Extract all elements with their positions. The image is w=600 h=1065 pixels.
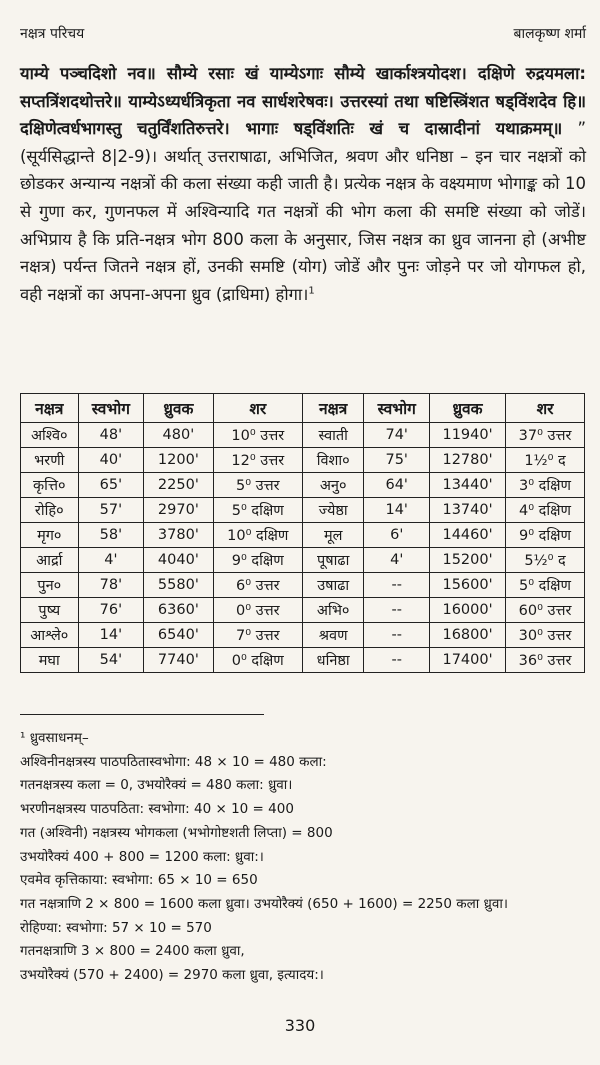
column-header: नक्षत्र (21, 394, 79, 423)
table-cell: आश्ले० (21, 623, 79, 648)
footnote-line: ¹ ध्रुवसाधनम्– (20, 730, 89, 746)
table-cell: पुन० (21, 573, 79, 598)
running-header (20, 24, 586, 43)
table-cell: 2970' (144, 498, 213, 523)
table-cell: 5⁰ दक्षिण (213, 498, 302, 523)
nakshatra-table (20, 393, 585, 673)
table-cell: -- (364, 623, 430, 648)
table-cell: 16000' (430, 598, 506, 623)
table-cell: 15600' (430, 573, 506, 598)
column-header: स्वभोग (78, 394, 144, 423)
table-cell: 16800' (430, 623, 506, 648)
table-cell: 13440' (430, 473, 506, 498)
table-cell: 13740' (430, 498, 506, 523)
header-section-title: नक्षत्र परिचय (20, 26, 85, 42)
table-row (21, 573, 585, 598)
column-header: शर (213, 394, 302, 423)
table-cell: 14460' (430, 523, 506, 548)
footnote-line: उभयोरैक्यं (570 + 2400) = 2970 कला ध्रुवा, इत्यादय:। (20, 967, 324, 984)
table-cell: 11940' (430, 423, 506, 448)
table-cell: 76' (78, 598, 144, 623)
table-cell: 7⁰ उत्तर (213, 623, 302, 648)
table-cell: 5⁰ उत्तर (213, 473, 302, 498)
table-cell: 4⁰ दक्षिण (506, 498, 585, 523)
footnotes (20, 727, 590, 988)
table-cell: अनु० (303, 473, 364, 498)
footnote-line: गत (अश्विनी) नक्षत्रस्य भोगकला (भभोगोष्टशती लिप्ता) = 800 (20, 824, 333, 841)
table-cell: विशा० (303, 448, 364, 473)
table-cell: 14' (78, 623, 144, 648)
column-header: शर (506, 394, 585, 423)
table-cell: 4040' (144, 548, 213, 573)
footnote-line: गतनक्षत्रस्य कला = 0, उभयोरैक्यं = 480 कला: ध्रुवा। (20, 777, 293, 794)
hindi-explanation: ” (सूर्यसिद्धान्ते 8|2-9)। अर्थात् उत्तराषाढा, अभिजित, श्रवण और धनिष्ठा – इन चार नक्षत्रों को छोडकर अन्यान्य नक्षत्रों की कला संख्या कही जाती है। प्रत्येक नक्षत्र के वक्ष्यमाण भोगाङ्क को 10 से गुणा कर, गुणनफल में अश्विन्यादि गत नक्षत्रों की भोग कला की समष्टि संख्या को जोडें। अभिप्राय है कि प्रति-नक्षत्र भोग 800 कला के अनुसार, जिस नक्षत्र का ध्रुव जानना हो (अभीष्ट नक्षत्र) पर्यन्त जितने नक्षत्र हों, उनकी समष्टि (योग) जोडें और पुनः जोड़ने पर जो योगफल हो, वही नक्षत्रों का अपना-अपना ध्रुव (द्राधिमा) होगा। (20, 119, 586, 304)
table-cell: आर्द्रा (21, 548, 79, 573)
table-row (21, 548, 585, 573)
table-cell: -- (364, 598, 430, 623)
table-cell: 30⁰ उत्तर (506, 623, 585, 648)
table-cell: श्रवण (303, 623, 364, 648)
table-row (21, 498, 585, 523)
footnote-line: भरणीनक्षत्रस्य पाठपठिता: स्वभोगा: 40 × 10 = 400 (20, 801, 294, 818)
table-row (21, 623, 585, 648)
table-cell: ज्येष्ठा (303, 498, 364, 523)
table-row (21, 473, 585, 498)
table-cell: 4' (364, 548, 430, 573)
sanskrit-verse: याम्ये पञ्चदिशो नव॥ सौम्ये रसाः खं याम्येऽगाः सौम्ये खार्काश्त्रयोदश। दक्षिणे रुद्रयमला: सप्तत्रिंशदथोत्तरे॥ याम्येऽध्यर्धत्रिकृता नव सार्धशरेषवः। उत्तरस्यां तथा षष्टिस्त्रिंशत षड्विंशदेव हि॥ दक्षिणेत्वर्धभागस्तु चतुर्विंशतिरुत्तरे। भागाः षड्विंशतिः खं च दास्रादीनां यथाक्रमम्॥ (20, 64, 586, 139)
table-cell: 4' (78, 548, 144, 573)
table-cell: 6' (364, 523, 430, 548)
table-cell: 75' (364, 448, 430, 473)
table-cell: स्वाती (303, 423, 364, 448)
column-header: ध्रुवक (144, 394, 213, 423)
table-cell: 2250' (144, 473, 213, 498)
table-cell: पूषाढा (303, 548, 364, 573)
table-cell: 36⁰ उत्तर (506, 648, 585, 673)
footnote-line: गत नक्षत्राणि 2 × 800 = 1600 कला ध्रुवा। उभयोरैक्यं (650 + 1600) = 2250 कला ध्रुवा। (20, 895, 508, 912)
column-header: स्वभोग (364, 394, 430, 423)
table-cell: 40' (78, 448, 144, 473)
table-cell: रोहि० (21, 498, 79, 523)
table-cell: भरणी (21, 448, 79, 473)
footnote-line: उभयोरैक्यं 400 + 800 = 1200 कला: ध्रुवा:। (20, 848, 264, 865)
table-cell: 0⁰ दक्षिण (213, 648, 302, 673)
table-cell: 64' (364, 473, 430, 498)
table-cell: 9⁰ दक्षिण (213, 548, 302, 573)
table-row (21, 598, 585, 623)
table-cell: अभि० (303, 598, 364, 623)
table-row (21, 448, 585, 473)
table-cell: 6540' (144, 623, 213, 648)
table-cell: 1½⁰ द (506, 448, 585, 473)
table-cell: 15200' (430, 548, 506, 573)
table-cell: 65' (78, 473, 144, 498)
table-cell: 14' (364, 498, 430, 523)
table-cell: 17400' (430, 648, 506, 673)
footnote-divider (20, 714, 264, 715)
table-cell: 57' (78, 498, 144, 523)
table-cell: धनिष्ठा (303, 648, 364, 673)
table-cell: 480' (144, 423, 213, 448)
table-cell: -- (364, 573, 430, 598)
table-cell: अश्वि० (21, 423, 79, 448)
table-cell: 3⁰ दक्षिण (506, 473, 585, 498)
table-cell: 5⁰ दक्षिण (506, 573, 585, 598)
table-cell: 78' (78, 573, 144, 598)
table-cell: पुष्य (21, 598, 79, 623)
table-cell: मघा (21, 648, 79, 673)
table-cell: मूल (303, 523, 364, 548)
column-header: नक्षत्र (303, 394, 364, 423)
column-header: ध्रुवक (430, 394, 506, 423)
footnote-line: एवमेव कृत्तिकाया: स्वभोगा: 65 × 10 = 650 (20, 872, 258, 889)
table-row (21, 423, 585, 448)
table-cell: 48' (78, 423, 144, 448)
table-cell: 1200' (144, 448, 213, 473)
table-cell: मृग० (21, 523, 79, 548)
table-cell: 37⁰ उत्तर (506, 423, 585, 448)
table-cell: 6⁰ उत्तर (213, 573, 302, 598)
table-cell: 9⁰ दक्षिण (506, 523, 585, 548)
table-header-row (21, 394, 585, 423)
table-row (21, 523, 585, 548)
header-author: बालकृष्ण शर्मा (513, 26, 586, 42)
footnote-line: गतनक्षत्राणि 3 × 800 = 2400 कला ध्रुवा, (20, 943, 245, 960)
table-cell: 0⁰ उत्तर (213, 598, 302, 623)
table-cell: 58' (78, 523, 144, 548)
main-paragraph (20, 60, 586, 308)
table-cell: 5580' (144, 573, 213, 598)
footnote-line: रोहिण्या: स्वभोगा: 57 × 10 = 570 (20, 919, 212, 936)
table-cell: 74' (364, 423, 430, 448)
footnote-line: अश्विनीनक्षत्रस्य पाठपठितास्वभोगा: 48 × 10 = 480 कला: (20, 753, 327, 770)
table-cell: कृत्ति० (21, 473, 79, 498)
table-cell: 60⁰ उत्तर (506, 598, 585, 623)
table-cell: 6360' (144, 598, 213, 623)
table-cell: 5½⁰ द (506, 548, 585, 573)
table-cell: 10⁰ उत्तर (213, 423, 302, 448)
table-cell: उषाढा (303, 573, 364, 598)
table-cell: 7740' (144, 648, 213, 673)
table-cell: 54' (78, 648, 144, 673)
table-row (21, 648, 585, 673)
page-number: 330 (284, 1016, 316, 1035)
footnote-ref: 1 (308, 285, 315, 297)
table-cell: 10⁰ दक्षिण (213, 523, 302, 548)
table-body (21, 423, 585, 673)
table-cell: 12780' (430, 448, 506, 473)
table-cell: 3780' (144, 523, 213, 548)
table-cell: 12⁰ उत्तर (213, 448, 302, 473)
table-cell: -- (364, 648, 430, 673)
